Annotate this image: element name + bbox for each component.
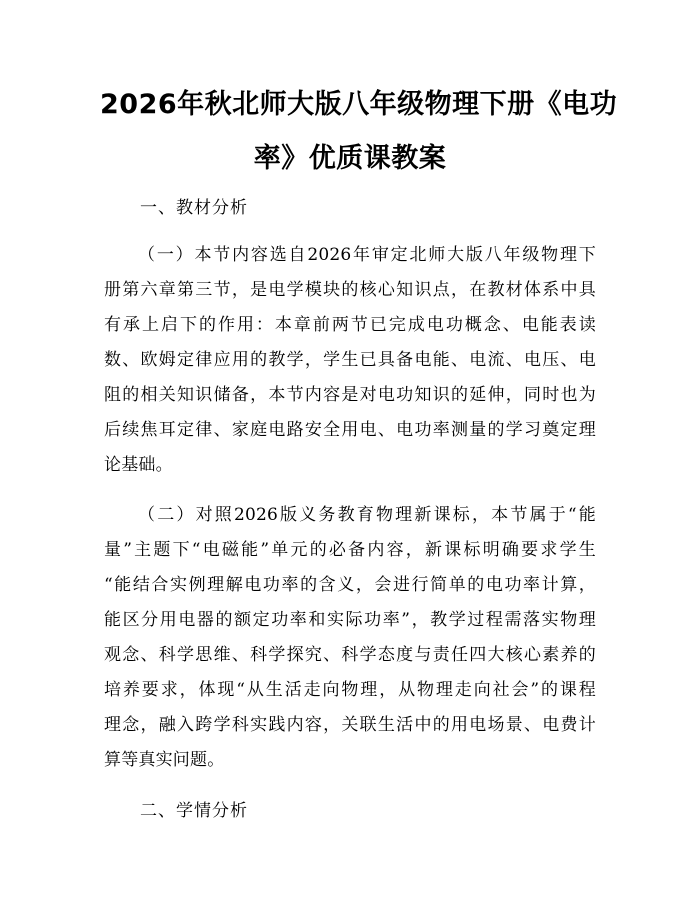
paragraph-1-line: 册第六章第三节，是电学模块的核心知识点，在教材体系中具 [104, 280, 596, 300]
paragraph-2-line: 算等真实问题。 [104, 750, 225, 770]
paragraph-2-line: 培养要求，体现“从生活走向物理，从物理走向社会”的课程 [104, 680, 596, 700]
document-title-line-2: 率》优质课教案 [253, 143, 447, 174]
paragraph-2-line: 观念、科学思维、科学探究、科学态度与责任四大核心素养的 [104, 645, 596, 665]
paragraph-2-line: “能结合实例理解电功率的含义，会进行简单的电功率计算， [104, 575, 596, 595]
paragraph-1-line: 数、欧姆定律应用的教学，学生已具备电能、电流、电压、电 [104, 350, 596, 370]
paragraph-1-line: 阻的相关知识储备，本节内容是对电功知识的延伸，同时也为 [104, 385, 596, 405]
paragraph-1-line: （一）本节内容选自2026年审定北师大版八年级物理下 [138, 245, 596, 265]
paragraph-2-line: 量”主题下“电磁能”单元的必备内容，新课标明确要求学生 [104, 540, 596, 560]
section-heading-textbook-analysis: 一、教材分析 [140, 198, 248, 218]
paragraph-1-line: 有承上启下的作用：本章前两节已完成电功概念、电能表读 [104, 315, 596, 335]
paragraph-2-line: （二）对照2026版义务教育物理新课标，本节属于“能 [138, 505, 596, 525]
paragraph-2-line: 理念，融入跨学科实践内容，关联生活中的用电场景、电费计 [104, 715, 596, 735]
paragraph-2-line: 能区分用电器的额定功率和实际功率”，教学过程需落实物理 [104, 610, 596, 630]
document-title-line-1: 2026年秋北师大版八年级物理下册《电功 [100, 89, 618, 120]
paragraph-1-line: 论基础。 [104, 455, 173, 475]
section-heading-learner-analysis: 二、学情分析 [140, 801, 248, 821]
paragraph-1-line: 后续焦耳定律、家庭电路安全用电、电功率测量的学习奠定理 [104, 420, 596, 440]
